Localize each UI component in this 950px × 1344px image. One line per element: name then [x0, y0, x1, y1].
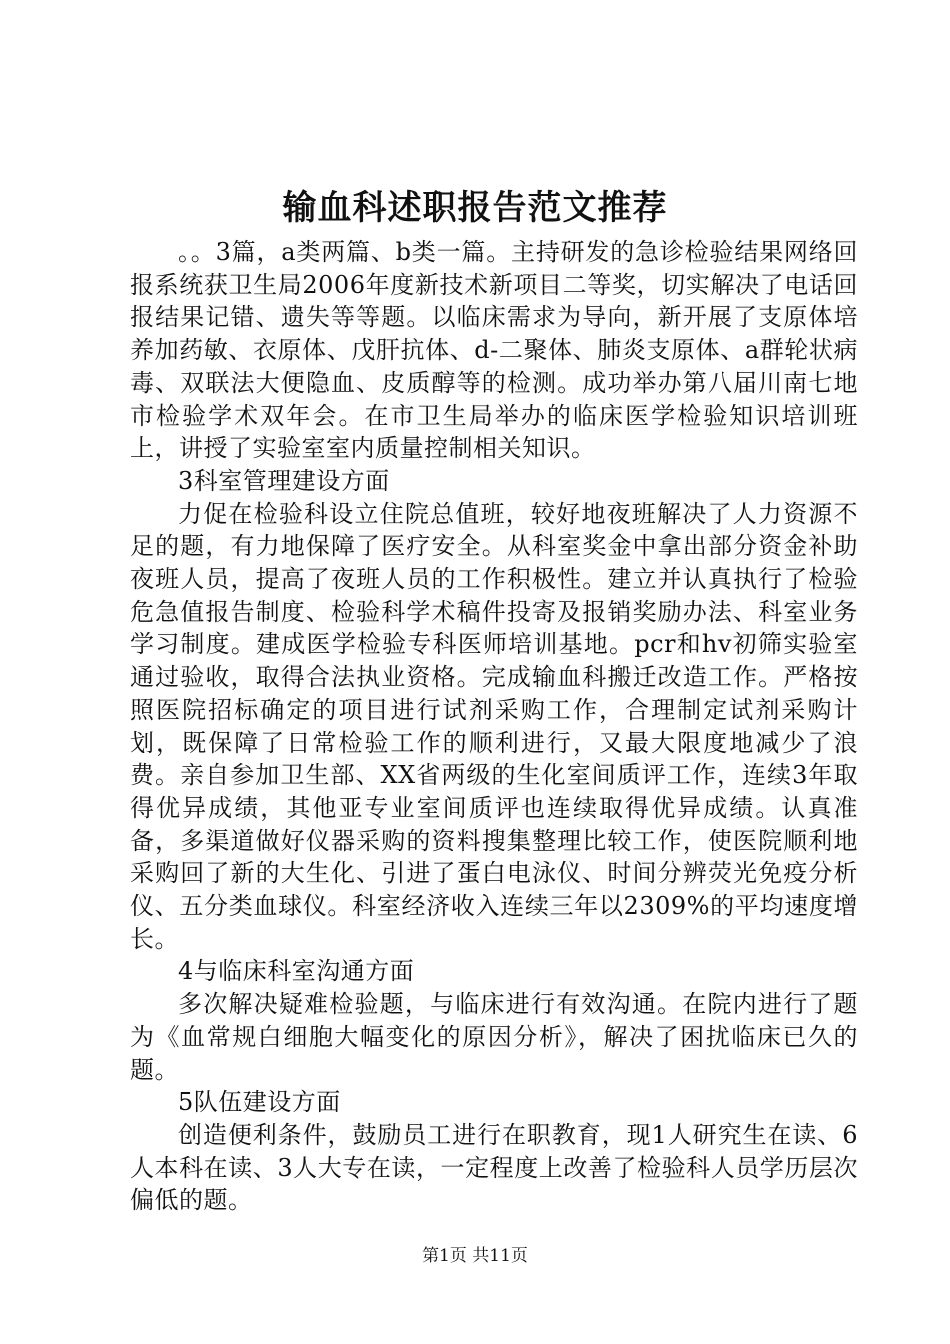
paragraph-clinical-communication: 多次解决疑难检验题，与临床进行有效沟通。在院内进行了题为《血常规白细胞大幅变化的原因分析》，解决了困扰临床已久的题。: [130, 990, 858, 1084]
document-body: [130, 236, 858, 1217]
paragraph-management: 力促在检验科设立住院总值班，较好地夜班解决了人力资源不足的题，有力地保障了医疗安全。从科室奖金中拿出部分资金补助夜班人员，提高了夜班人员的工作积极性。建立并认真执行了检验危急值报告制度、检验科学术稿件投寄及报销奖励办法、科室业务学习制度。建成医学检验专科医师培训基地。pcr和hv初筛实验室通过验收，取得合法执业资格。完成输血科搬迁改造工作。严格按照医院招标确定的项目进行试剂采购工作，合理制定试剂采购计划，既保障了日常检验工作的顺利进行，又最大限度地减少了浪费。亲自参加卫生部、XX省两级的生化室间质评工作，连续3年取得优异成绩，其他亚专业室间质评也连续取得优异成绩。认真准备，多渠道做好仪器采购的资料搜集整理比较工作，使医院顺利地采购回了新的大生化、引进了蛋白电泳仪、时间分辨荧光免疫分析仪、五分类血球仪。科室经济收入连续三年以2309%的平均速度增长。: [130, 499, 858, 953]
section-heading-management: 3科室管理建设方面: [178, 466, 390, 495]
document-title: 输血科述职报告范文推荐: [282, 188, 668, 228]
section-heading-clinical-communication: 4与临床科室沟通方面: [178, 957, 415, 986]
section-heading-team-building: 5队伍建设方面: [178, 1088, 341, 1117]
paragraph-team-building: 创造便利条件，鼓励员工进行在职教育，现1人研究生在读、6人本科在读、3人大专在读，一定程度上改善了检验科人员学历层次偏低的题。: [130, 1120, 858, 1215]
paragraph-achievements: 。。3篇，a类两篇、b类一篇。主持研发的急诊检验结果网络回报系统获卫生局2006年度新技术新项目二等奖，切实解决了电话回报结果记错、遗失等等题。以临床需求为导向，新开展了支原体培养加药敏、衣原体、戊肝抗体、d-二聚体、肺炎支原体、a群轮状病毒、双联法大便隐血、皮质醇等的检测。成功举办第八届川南七地市检验学术双年会。在市卫生局举办的临床医学检验知识培训班上，讲授了实验室室内质量控制相关知识。: [130, 238, 858, 463]
page-footer: 第1页 共11页: [422, 1246, 528, 1266]
